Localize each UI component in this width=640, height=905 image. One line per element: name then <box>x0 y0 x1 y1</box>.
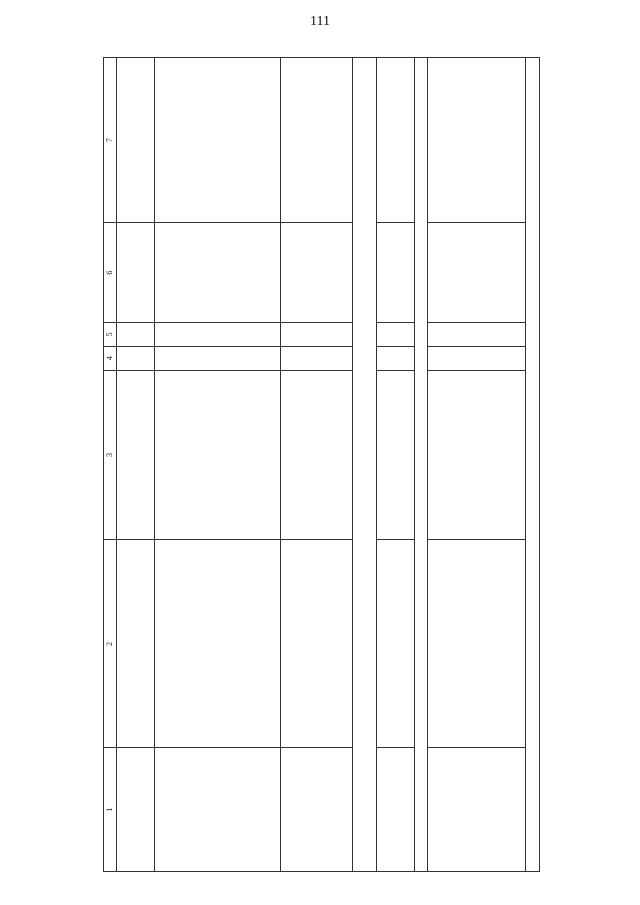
column-number: 1 <box>104 748 117 872</box>
table-cell <box>376 540 414 748</box>
table-cell <box>154 370 280 540</box>
table-cell <box>116 748 154 872</box>
section-cell <box>414 58 427 872</box>
table-row <box>376 58 414 872</box>
column-number-row <box>104 58 117 872</box>
table-row <box>427 58 525 872</box>
program-table <box>103 57 540 872</box>
rotated-page <box>103 57 536 872</box>
column-number: 6 <box>104 223 117 323</box>
table-cell <box>376 58 414 223</box>
column-number: 7 <box>104 58 117 223</box>
table-cell <box>376 323 414 347</box>
table-row <box>116 58 154 872</box>
table-cell <box>376 346 414 370</box>
column-number: 5 <box>104 323 117 347</box>
table-cell <box>427 58 525 223</box>
section-row <box>352 58 376 872</box>
table-cell <box>427 748 525 872</box>
table-cell <box>280 370 352 540</box>
column-number: 2 <box>104 540 117 748</box>
table-cell <box>280 58 352 223</box>
section-cell <box>352 58 376 872</box>
table-cell <box>116 223 154 323</box>
section-cell <box>525 58 539 872</box>
section-row <box>414 58 427 872</box>
table-cell <box>154 323 280 347</box>
table-cell <box>154 540 280 748</box>
table-cell <box>116 540 154 748</box>
table-cell <box>280 346 352 370</box>
table-cell <box>376 223 414 323</box>
table-cell <box>280 748 352 872</box>
table-cell <box>116 58 154 223</box>
table-cell <box>427 323 525 347</box>
table-cell <box>427 370 525 540</box>
table-cell <box>154 223 280 323</box>
table-cell <box>280 540 352 748</box>
page-number: 111 <box>310 14 330 29</box>
table-cell <box>154 748 280 872</box>
section-row <box>525 58 539 872</box>
table-cell <box>154 58 280 223</box>
table-cell <box>376 748 414 872</box>
column-number: 3 <box>104 370 117 540</box>
table-cell <box>376 370 414 540</box>
table-cell <box>116 346 154 370</box>
table-cell <box>280 323 352 347</box>
table-cell <box>427 346 525 370</box>
table-row <box>154 58 280 872</box>
table-cell <box>427 223 525 323</box>
table-cell <box>427 540 525 748</box>
table-row <box>280 58 352 872</box>
table-cell <box>154 346 280 370</box>
table-cell <box>116 370 154 540</box>
table-cell <box>116 323 154 347</box>
table-cell <box>280 223 352 323</box>
column-number: 4 <box>104 346 117 370</box>
